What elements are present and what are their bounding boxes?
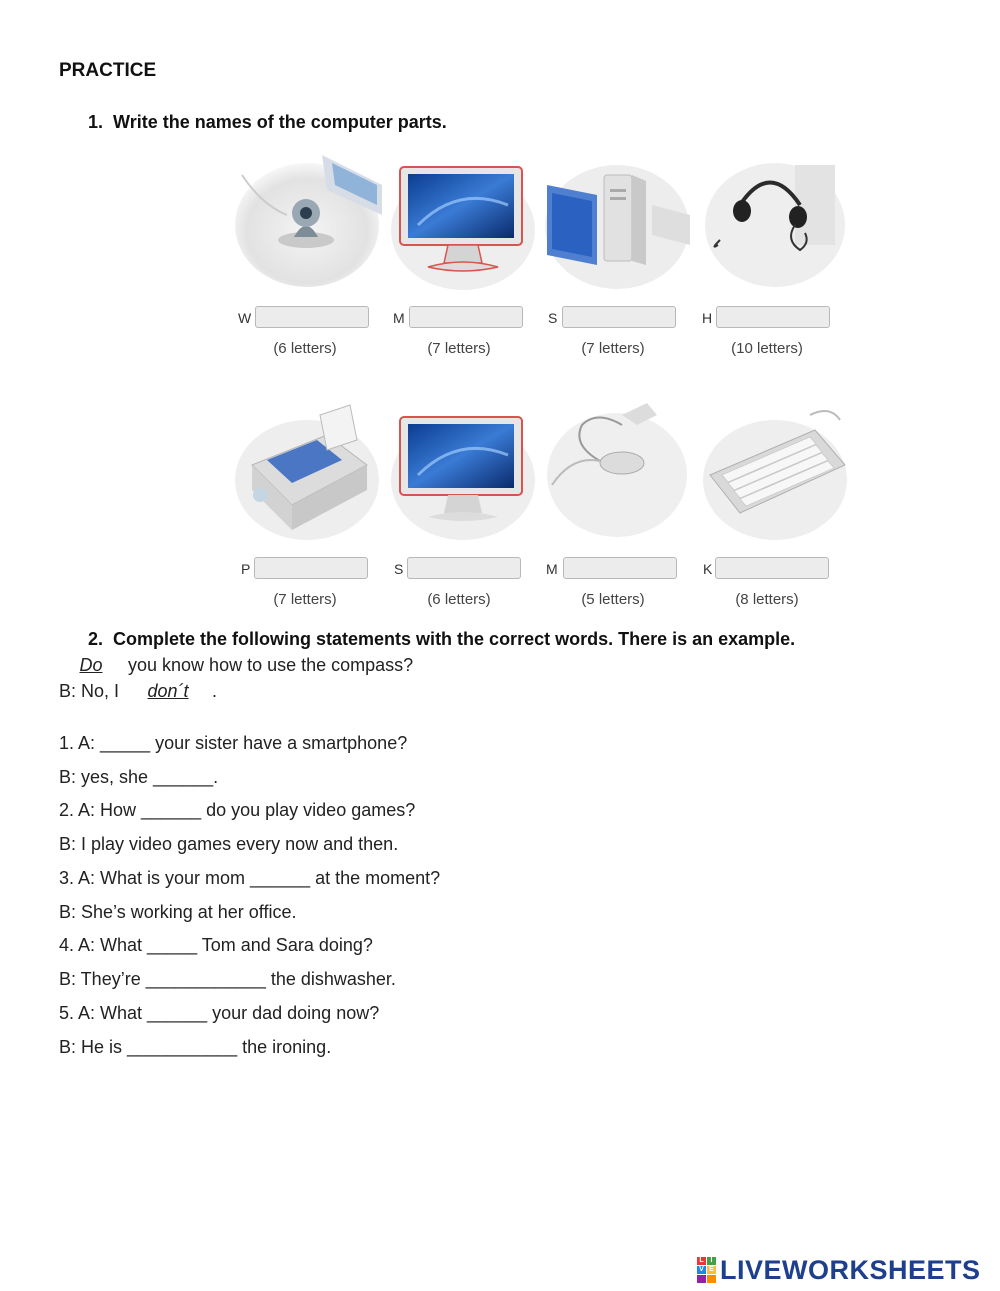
webcam-picture: [232, 145, 382, 295]
letter-hint-s: S: [548, 310, 558, 326]
answer-input-keyboard[interactable]: [715, 557, 829, 579]
task2-heading: [88, 629, 795, 650]
logo-block: [697, 1275, 706, 1283]
screen-picture: [388, 395, 538, 545]
letter-count-hint: (5 letters): [581, 591, 645, 608]
letter-count-hint: (6 letters): [427, 591, 491, 608]
system-unit-picture: [542, 145, 692, 295]
exercise-line: B: They’re ____________ the dishwasher.: [59, 969, 396, 989]
liveworksheets-logo: [697, 1253, 981, 1287]
example-answer-a: Do: [79, 655, 103, 675]
letter-hint-h: H: [702, 310, 713, 326]
answer-input-system-unit[interactable]: [562, 306, 676, 328]
letter-hint-k: K: [703, 561, 713, 577]
example-b-prefix: B: No, I: [59, 681, 120, 701]
letter-count-hint: (6 letters): [273, 340, 337, 357]
example-line-b: [59, 681, 217, 702]
exercise-line: 5. A: What ______ your dad doing now?: [59, 1003, 380, 1023]
letter-count-hint: (7 letters): [273, 591, 337, 608]
answer-input-monitor[interactable]: [409, 306, 523, 328]
letter-hint-p: P: [241, 561, 251, 577]
answer-input-headset[interactable]: [716, 306, 830, 328]
letter-count-hint: (7 letters): [427, 340, 491, 357]
task2-number: 2.: [88, 629, 104, 649]
letter-hint-w: W: [238, 310, 252, 326]
logo-block: I: [707, 1257, 716, 1265]
answer-input-screen[interactable]: [407, 557, 521, 579]
page-title: PRACTICE: [59, 60, 157, 81]
printer-picture: [232, 395, 382, 545]
logo-block: L: [697, 1257, 706, 1265]
exercise-line: B: I play video games every now and then.: [59, 834, 399, 854]
exercise-line: 4. A: What _____ Tom and Sara doing?: [59, 935, 373, 955]
answer-input-mouse[interactable]: [563, 557, 677, 579]
example-question: you know how to use the compass?: [128, 655, 414, 675]
exercise-line: B: yes, she ______.: [59, 767, 219, 787]
keyboard-picture: [700, 395, 850, 545]
exercise-line: B: She’s working at her office.: [59, 902, 297, 922]
example-answer-b: don´t: [147, 681, 189, 701]
answer-input-printer[interactable]: [254, 557, 368, 579]
example-b-suffix: .: [212, 681, 218, 701]
logo-block: [707, 1275, 716, 1283]
logo-text: LIVEWORKSHEETS: [720, 1254, 981, 1285]
letter-hint-s: S: [394, 561, 404, 577]
task1-heading-text: Write the names of the computer parts.: [113, 112, 447, 132]
exercise-line: 3. A: What is your mom ______ at the moment?: [59, 868, 441, 888]
logo-block: E: [707, 1266, 716, 1274]
letter-count-hint: (8 letters): [735, 591, 799, 608]
letter-hint-m: M: [393, 310, 405, 326]
task1-heading: [88, 112, 447, 133]
task1-number: 1.: [88, 112, 104, 132]
letter-count-hint: (10 letters): [731, 340, 803, 357]
exercise-line: B: He is ___________ the ironing.: [59, 1037, 332, 1057]
letter-hint-m: M: [546, 561, 558, 577]
logo-block: V: [697, 1266, 706, 1274]
example-line-a: [59, 655, 413, 676]
mouse-picture: [542, 395, 692, 545]
task2-heading-text: Complete the following statements with the correct words. There is an example.: [113, 629, 796, 649]
answer-input-webcam[interactable]: [255, 306, 369, 328]
exercise-line: 2. A: How ______ do you play video games?: [59, 800, 416, 820]
exercise-line: 1. A: _____ your sister have a smartphone?: [59, 733, 408, 753]
logo-mark-icon: [697, 1257, 716, 1283]
headset-picture: [700, 145, 850, 295]
monitor-picture: [388, 145, 538, 295]
letter-count-hint: (7 letters): [581, 340, 645, 357]
